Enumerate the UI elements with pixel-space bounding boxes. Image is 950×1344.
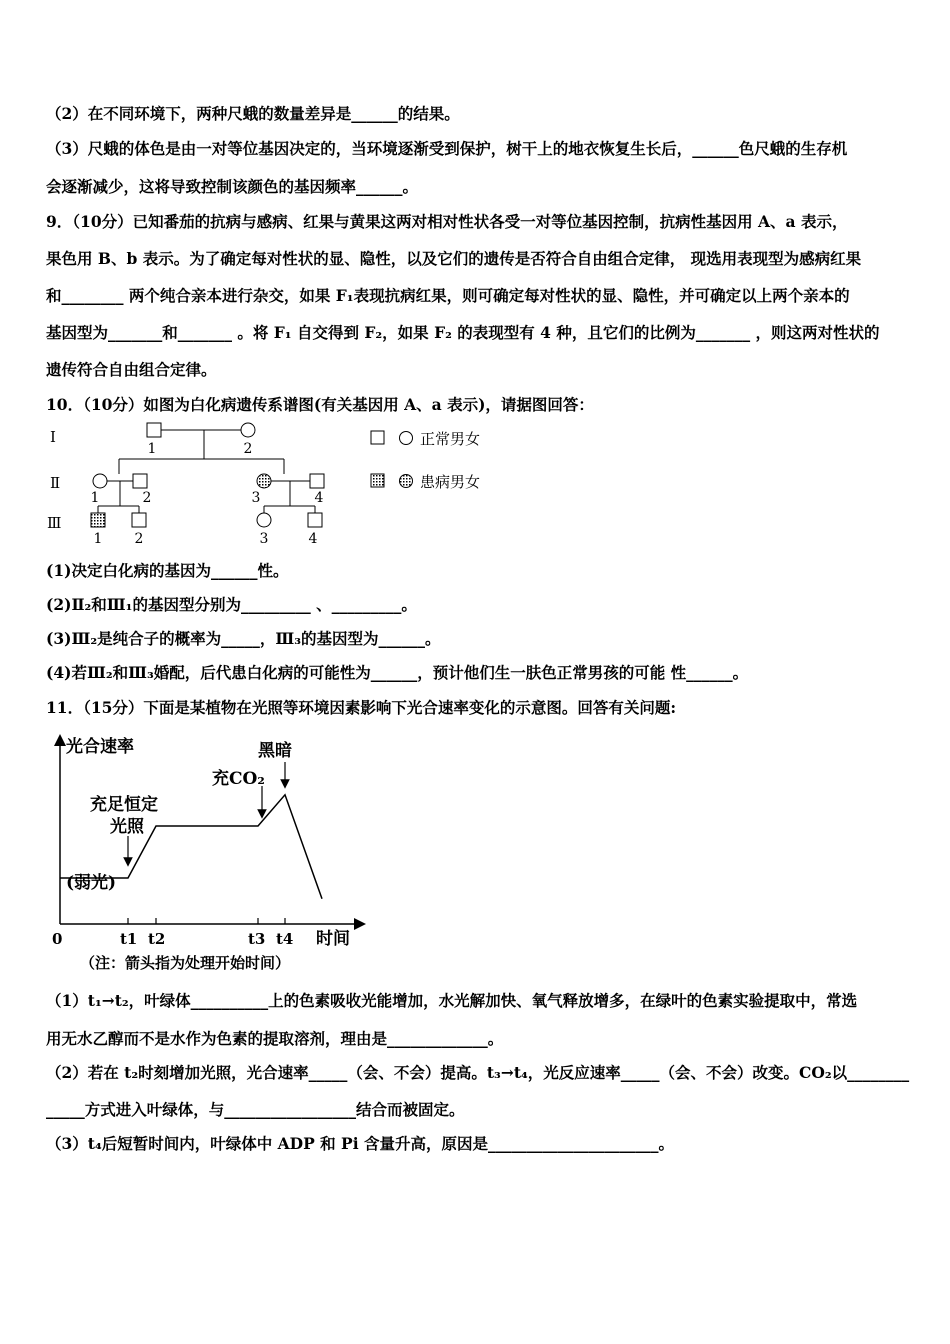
gen-label-I: Ⅰ <box>50 428 56 446</box>
q10-answer2: (2)Ⅱ₂和Ⅲ₁的基因型分别为_________ 、_________。 <box>46 595 417 614</box>
q9-line4: 基因型为_______和_______ 。将 F₁ 自交得到 F₂，如果 F₂ 的表现型有 4 种，且它们的比例为_______ ，则这两对性状的 <box>46 323 880 342</box>
q11-part3: （3）t₄后短暂时间内，叶绿体中 ADP 和 Pi 含量升高，原因是______________________。 <box>46 1134 674 1153</box>
legend-affected-label: 患病男女 <box>420 473 481 491</box>
gen-label-II: Ⅱ <box>50 474 61 492</box>
pedigree-num: 2 <box>134 531 144 547</box>
legend-affected-male-icon <box>371 474 384 487</box>
pedigree-III3-female-normal <box>257 513 271 527</box>
pedigree-num: 1 <box>147 441 157 457</box>
q9-line1: 9．（10分）已知番茄的抗病与感病、红果与黄果这两对相对性状各受一对等位基因控制，抗病性基因用 A、a 表示， <box>46 212 848 231</box>
pedigree-num: 4 <box>314 490 324 506</box>
pedigree-I2-female-normal <box>241 423 255 437</box>
q9-line3: 和________ 两个纯合亲本进行杂交，如果 F₁表现抗病红果，则可确定每对性状的显、隐性，并可确定以上两个亲本的 <box>46 286 850 305</box>
origin-label: 0 <box>52 930 63 948</box>
y-axis-label: 光合速率 <box>66 737 134 757</box>
annotation-light-2: 光照 <box>110 817 144 837</box>
q11-part2-line1: （2）若在 t₂时刻增加光照，光合速率_____（会、不会）提高。t₃→t₄，光反应速率_____（会、不会）改变。CO₂以________ <box>46 1063 910 1082</box>
q11-title: 11．（15分）下面是某植物在光照等环境因素影响下光合速率变化的示意图。回答有关问题: <box>46 698 677 717</box>
annotation-dark: 黑暗 <box>258 741 292 761</box>
q11-part1-line1: （1）t₁→t₂，叶绿体__________上的色素吸收光能增加，水光解加快、氧气释放增多，在绿叶的色素实验提取中，常选 <box>46 991 858 1010</box>
chart-note: （注：箭头指为处理开始时间） <box>80 954 291 972</box>
pedigree-num: 1 <box>93 531 103 547</box>
pedigree-II2-male-normal <box>133 474 147 488</box>
annotation-weak-light: (弱光) <box>66 873 117 893</box>
pedigree-num: 2 <box>243 441 253 457</box>
legend-normal-female-icon <box>400 432 413 445</box>
q11-part2-line2: _____方式进入叶绿体，与_________________结合而被固定。 <box>46 1100 465 1119</box>
pedigree-num: 3 <box>259 531 269 547</box>
q8-part3-line2: 会逐渐减少，这将导致控制该颜色的基因频率______。 <box>46 177 419 196</box>
q9-line5: 遗传符合自由组合定律。 <box>46 360 217 379</box>
pedigree-II3-female-affected <box>257 474 271 488</box>
pedigree-num: 4 <box>308 531 318 547</box>
photosynthesis-chart <box>40 728 380 978</box>
q8-part2: （2）在不同环境下，两种尺蛾的数量差异是______的结果。 <box>46 104 460 123</box>
x-axis-label: 时间 <box>316 929 350 949</box>
tick-label-t2: t2 <box>148 930 166 948</box>
legend-affected-female-icon <box>400 475 413 488</box>
gen-label-III: Ⅲ <box>47 514 62 532</box>
pedigree-III2-male-normal <box>132 513 146 527</box>
legend-normal-label: 正常男女 <box>420 430 481 448</box>
q10-answer4: (4)若Ⅲ₂和Ⅲ₃婚配，后代患白化病的可能性为______，预计他们生一肤色正常男孩的可能 性______。 <box>46 663 749 682</box>
q10-answer3: (3)Ⅲ₂是纯合子的概率为_____，Ⅲ₃的基因型为______。 <box>46 629 441 648</box>
annotation-co2: 充CO₂ <box>212 769 265 789</box>
q10-title: 10．（10分）如图为白化病遗传系谱图(有关基因用 A、a 表示)，请据图回答： <box>46 395 594 414</box>
annotation-light: 充足恒定 <box>90 795 158 815</box>
pedigree-num: 3 <box>251 490 261 506</box>
tick-label-t3: t3 <box>248 930 266 948</box>
pedigree-II4-male-normal <box>310 474 324 488</box>
q10-answer1: (1)决定白化病的基因为______性。 <box>46 561 289 580</box>
pedigree-II1-female-normal <box>93 474 107 488</box>
pedigree-III4-male-normal <box>308 513 322 527</box>
pedigree-chart <box>40 418 520 550</box>
pedigree-III1-male-affected <box>91 513 105 527</box>
tick-label-t4: t4 <box>276 930 294 948</box>
legend-normal-male-icon <box>371 431 384 444</box>
q11-part1-line2: 用无水乙醇而不是水作为色素的提取溶剂，理由是_____________。 <box>46 1029 504 1048</box>
q8-part3-line1: （3）尺蛾的体色是由一对等位基因决定的，当环境逐渐受到保护，树干上的地衣恢复生长后，______色尺蛾的生存机 <box>46 139 848 158</box>
q9-line2: 果色用 B、b 表示。为了确定每对性状的显、隐性，以及它们的遗传是否符合自由组合定律， 现选用表现型为感病红果 <box>46 249 862 268</box>
tick-label-t1: t1 <box>120 930 138 948</box>
pedigree-num: 2 <box>142 490 152 506</box>
pedigree-num: 1 <box>90 490 100 506</box>
pedigree-I1-male-normal <box>147 423 161 437</box>
